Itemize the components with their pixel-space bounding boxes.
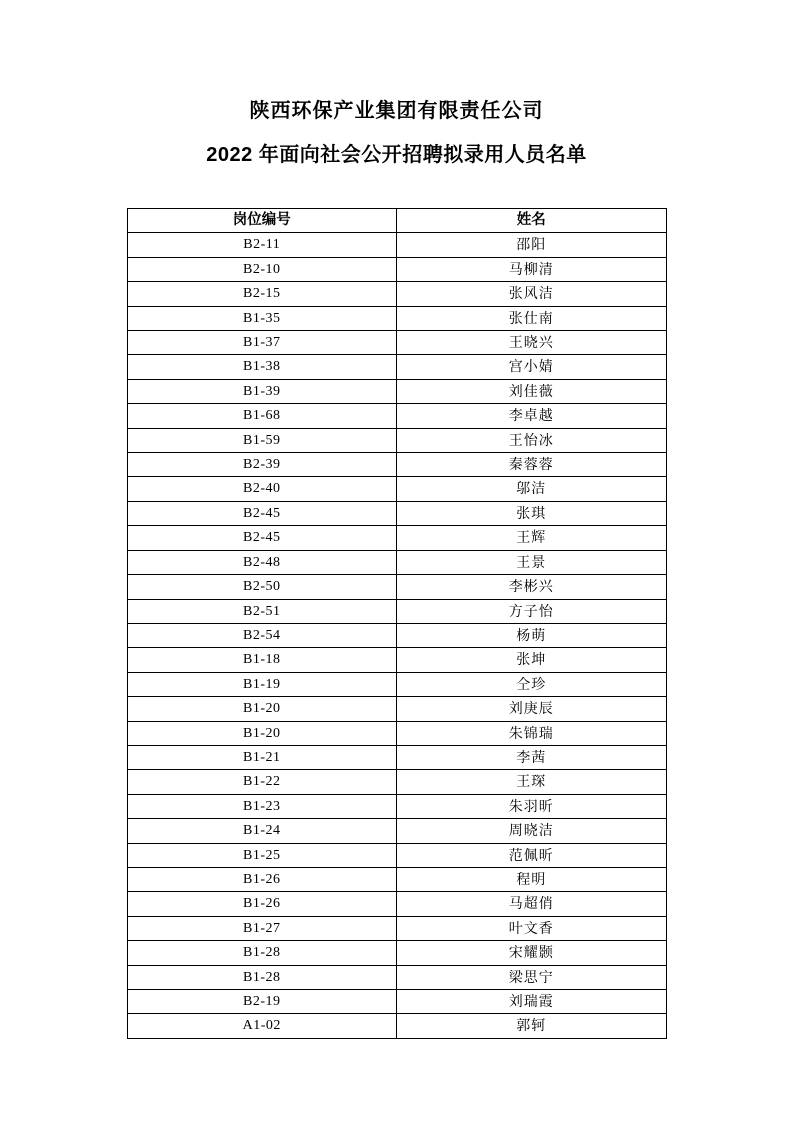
cell-job-code: B2-40 bbox=[127, 477, 397, 501]
cell-job-code: B1-38 bbox=[127, 355, 397, 379]
cell-job-code: B1-19 bbox=[127, 672, 397, 696]
cell-job-code: B2-51 bbox=[127, 599, 397, 623]
cell-name: 仝珍 bbox=[397, 672, 667, 696]
cell-name: 李卓越 bbox=[397, 404, 667, 428]
cell-job-code: B1-28 bbox=[127, 965, 397, 989]
table-row bbox=[127, 575, 666, 599]
cell-job-code: B1-24 bbox=[127, 819, 397, 843]
cell-name: 朱羽昕 bbox=[397, 794, 667, 818]
cell-name: 王琛 bbox=[397, 770, 667, 794]
cell-name: 王景 bbox=[397, 550, 667, 574]
cell-name: 杨萌 bbox=[397, 623, 667, 647]
cell-job-code: B2-50 bbox=[127, 575, 397, 599]
cell-name: 周晓洁 bbox=[397, 819, 667, 843]
cell-job-code: B2-11 bbox=[127, 233, 397, 257]
cell-name: 张坤 bbox=[397, 648, 667, 672]
table-row bbox=[127, 794, 666, 818]
table-row bbox=[127, 282, 666, 306]
cell-job-code: B1-26 bbox=[127, 867, 397, 891]
cell-job-code: A1-02 bbox=[127, 1014, 397, 1038]
cell-job-code: B1-27 bbox=[127, 916, 397, 940]
cell-job-code: B2-45 bbox=[127, 526, 397, 550]
cell-name: 梁思宁 bbox=[397, 965, 667, 989]
cell-job-code: B1-28 bbox=[127, 941, 397, 965]
cell-name: 刘佳薇 bbox=[397, 379, 667, 403]
table-row bbox=[127, 892, 666, 916]
cell-name: 邬洁 bbox=[397, 477, 667, 501]
cell-name: 郭轲 bbox=[397, 1014, 667, 1038]
page-subtitle: 2022 年面向社会公开招聘拟录用人员名单 bbox=[206, 144, 587, 166]
page-title: 陕西环保产业集团有限责任公司 bbox=[249, 100, 544, 122]
table-row bbox=[127, 526, 666, 550]
table-row bbox=[127, 453, 666, 477]
table-row bbox=[127, 941, 666, 965]
table-row bbox=[127, 550, 666, 574]
table-row bbox=[127, 721, 666, 745]
table-row bbox=[127, 233, 666, 257]
cell-job-code: B2-45 bbox=[127, 501, 397, 525]
cell-name: 刘庚辰 bbox=[397, 697, 667, 721]
cell-job-code: B1-21 bbox=[127, 745, 397, 769]
cell-job-code: B1-20 bbox=[127, 721, 397, 745]
cell-name: 张仕南 bbox=[397, 306, 667, 330]
cell-job-code: B2-54 bbox=[127, 623, 397, 647]
cell-job-code: B1-20 bbox=[127, 697, 397, 721]
table-row bbox=[127, 428, 666, 452]
table-row bbox=[127, 623, 666, 647]
cell-job-code: B2-10 bbox=[127, 257, 397, 281]
roster-table bbox=[127, 208, 667, 1039]
table-row bbox=[127, 404, 666, 428]
cell-job-code: B1-18 bbox=[127, 648, 397, 672]
table-row bbox=[127, 672, 666, 696]
cell-name: 王晓兴 bbox=[397, 331, 667, 355]
cell-name: 王怡冰 bbox=[397, 428, 667, 452]
cell-name: 程明 bbox=[397, 867, 667, 891]
cell-name: 秦蓉蓉 bbox=[397, 453, 667, 477]
table-row bbox=[127, 355, 666, 379]
cell-name: 刘瑞霞 bbox=[397, 990, 667, 1014]
table-row bbox=[127, 331, 666, 355]
cell-job-code: B1-35 bbox=[127, 306, 397, 330]
cell-job-code: B1-68 bbox=[127, 404, 397, 428]
roster-table-body bbox=[127, 233, 666, 1038]
roster-table-container bbox=[0, 208, 793, 1039]
cell-name: 范佩昕 bbox=[397, 843, 667, 867]
table-row bbox=[127, 867, 666, 891]
cell-job-code: B2-39 bbox=[127, 453, 397, 477]
table-row bbox=[127, 648, 666, 672]
table-row bbox=[127, 257, 666, 281]
table-row bbox=[127, 1014, 666, 1038]
table-row bbox=[127, 477, 666, 501]
cell-job-code: B2-19 bbox=[127, 990, 397, 1014]
cell-name: 叶文香 bbox=[397, 916, 667, 940]
cell-name: 方子怡 bbox=[397, 599, 667, 623]
cell-name: 邵阳 bbox=[397, 233, 667, 257]
cell-name: 宋耀颢 bbox=[397, 941, 667, 965]
cell-name: 宫小婧 bbox=[397, 355, 667, 379]
cell-job-code: B1-59 bbox=[127, 428, 397, 452]
table-header-row bbox=[127, 209, 666, 233]
table-row bbox=[127, 745, 666, 769]
cell-job-code: B1-25 bbox=[127, 843, 397, 867]
column-header-name: 姓名 bbox=[397, 209, 667, 233]
table-row bbox=[127, 697, 666, 721]
table-row bbox=[127, 379, 666, 403]
table-row bbox=[127, 819, 666, 843]
cell-job-code: B1-39 bbox=[127, 379, 397, 403]
cell-name: 张风洁 bbox=[397, 282, 667, 306]
cell-name: 王辉 bbox=[397, 526, 667, 550]
cell-name: 李茜 bbox=[397, 745, 667, 769]
column-header-job-code: 岗位编号 bbox=[127, 209, 397, 233]
cell-name: 马柳清 bbox=[397, 257, 667, 281]
table-row bbox=[127, 599, 666, 623]
table-row bbox=[127, 990, 666, 1014]
table-row bbox=[127, 501, 666, 525]
table-row bbox=[127, 843, 666, 867]
cell-name: 朱锦瑞 bbox=[397, 721, 667, 745]
cell-job-code: B1-23 bbox=[127, 794, 397, 818]
cell-name: 李彬兴 bbox=[397, 575, 667, 599]
cell-job-code: B1-22 bbox=[127, 770, 397, 794]
cell-job-code: B2-15 bbox=[127, 282, 397, 306]
cell-name: 马超俏 bbox=[397, 892, 667, 916]
table-row bbox=[127, 965, 666, 989]
table-row bbox=[127, 770, 666, 794]
table-row bbox=[127, 916, 666, 940]
cell-job-code: B1-26 bbox=[127, 892, 397, 916]
cell-name: 张琪 bbox=[397, 501, 667, 525]
document-title-block bbox=[0, 0, 793, 170]
table-row bbox=[127, 306, 666, 330]
cell-job-code: B2-48 bbox=[127, 550, 397, 574]
cell-job-code: B1-37 bbox=[127, 331, 397, 355]
